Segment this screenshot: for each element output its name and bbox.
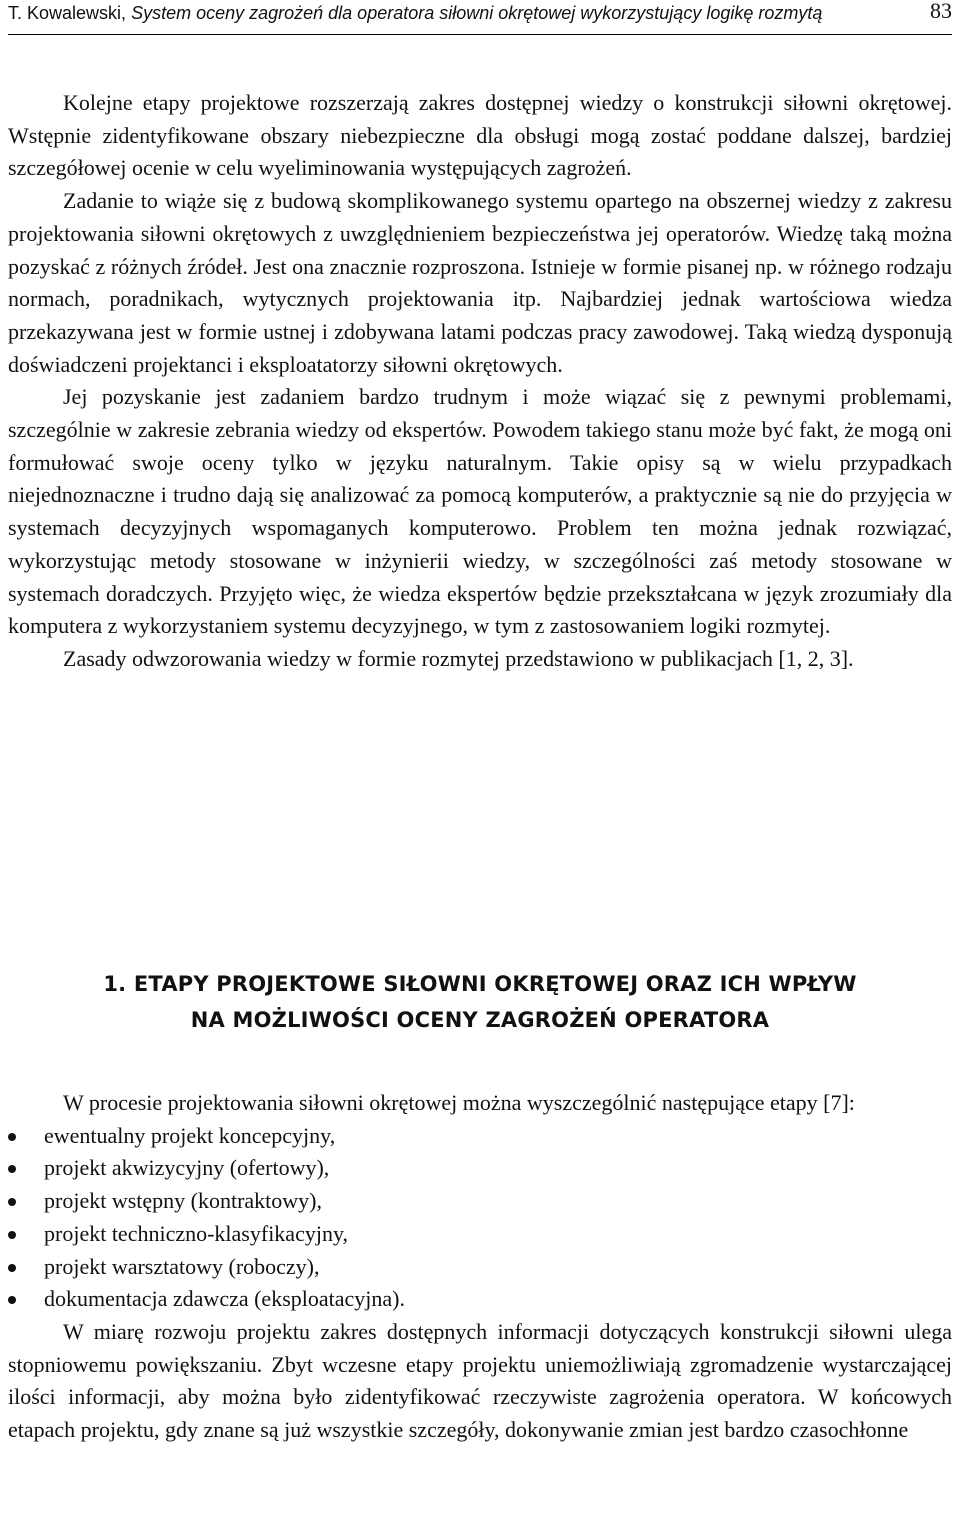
bullet-icon (8, 1133, 16, 1141)
header-author: T. Kowalewski, (8, 3, 127, 23)
paragraph: Kolejne etapy projektowe rozszerzają zakres dostępnej wiedzy o konstrukcji siłowni okrętowej. Wstępnie zidentyfikowane obszary niebezpieczne dla obsługi mogą zostać poddane dalszej, bardziej szczegółowej ocenie w celu wyeliminowania występujących zagrożeń. (8, 90, 952, 181)
list-item (8, 1283, 952, 1316)
bullet-icon (8, 1264, 16, 1272)
list-item-text: dokumentacja zdawcza (eksploatacyjna). (44, 1286, 405, 1312)
paragraph: Zasady odwzorowania wiedzy w formie rozmytej przedstawiono w publikacjach [1, 2, 3]. (63, 645, 854, 671)
list-item-text: projekt warsztatowy (roboczy), (44, 1253, 320, 1279)
body-text-block-1 (8, 87, 952, 676)
section-heading-line-1: 1. ETAPY PROJEKTOWE SIŁOWNI OKRĘTOWEJ ORAZ ICH WPŁYW (103, 972, 857, 996)
stage-list (8, 1120, 952, 1316)
list-item (8, 1251, 952, 1284)
section-heading (0, 966, 960, 1038)
list-item (8, 1152, 952, 1185)
section-heading-line-2: NA MOŻLIWOŚCI OCENY ZAGROŻEŃ OPERATORA (190, 1008, 770, 1032)
bullet-icon (8, 1165, 16, 1173)
paragraph: Zadanie to wiąże się z budową skomplikowanego systemu opartego na obszernej wiedzy z zakresu projektowania siłowni okrętowych z uwzględnieniem bezpieczeństwa jej operatorów. Wiedzę taką można pozyskać z różnych źródeł. Jest ona znacznie rozproszona. Istnieje w formie pisanej np. w różnego rodzaju normach, poradnikach, wytycznych projektowania itp. Najbardziej jednak wartościowa wiedza przekazywana jest w formie ustnej i zdobywana latami podczas pracy zawodowej. Taką wiedzą dysponują doświadczeni projektanci i eksploatatorzy siłowni okrętowych. (8, 188, 952, 377)
list-item (8, 1218, 952, 1251)
paragraph: Jej pozyskanie jest zadaniem bardzo trudnym i może wiązać się z pewnymi problemami, szczególnie w zakresie zebrania wiedzy od ekspertów. Powodem takiego stanu może być fakt, że mogą oni formułować swoje oceny tylko w języku naturalnym. Takie opisy są w wielu przypadkach niejednoznaczne i trudno dają się analizować za pomocą komputerów, a praktycznie są nie do przyjęcia w systemach decyzyjnych wspomaganych komputerowo. Problem ten można jednak rozwiązać, wykorzystując metody stosowane w inżynierii wiedzy, w szczególności zaś metody stosowane w systemach doradczych. Przyjęto więc, że wiedza ekspertów będzie przekształcana w język zrozumiały dla komputera z wykorzystaniem systemu decyzyjnego, w tym z zastosowaniem logiki rozmytej. (8, 384, 952, 639)
list-item-text: projekt wstępny (kontraktowy), (44, 1188, 322, 1214)
closing-paragraph: W miarę rozwoju projektu zakres dostępnych informacji dotyczących konstrukcji siłowni ulega stopniowemu powiększaniu. Zbyt wczesne etapy projektu uniemożliwiają zgromadzenie wystarczającej ilości informacji, aby można było zidentyfikować rzeczywiste zagrożenia operatora. W końcowych etapach projektu, gdy znane są już wszystkie szczegóły, dokonywanie zmian jest bardzo czasochłonne (8, 1318, 952, 1443)
body-text-block-2 (8, 1087, 952, 1447)
intro-paragraph: W procesie projektowania siłowni okrętowej można wyszczególnić następujące etapy [7]: (63, 1090, 855, 1115)
bullet-icon (8, 1198, 16, 1206)
bullet-icon (8, 1296, 16, 1304)
running-header (8, 0, 952, 35)
bullet-icon (8, 1231, 16, 1239)
list-item-text: ewentualny projekt koncepcyjny, (44, 1122, 336, 1148)
list-item-text: projekt techniczno-klasyfikacyjny, (44, 1220, 349, 1246)
header-title: System oceny zagrożeń dla operatora siłowni okrętowej wykorzystujący logikę rozmytą (131, 3, 823, 23)
list-item (8, 1185, 952, 1218)
list-item-text: projekt akwizycyjny (ofertowy), (44, 1155, 330, 1181)
list-item (8, 1120, 952, 1153)
page-number: 83 (930, 0, 952, 23)
